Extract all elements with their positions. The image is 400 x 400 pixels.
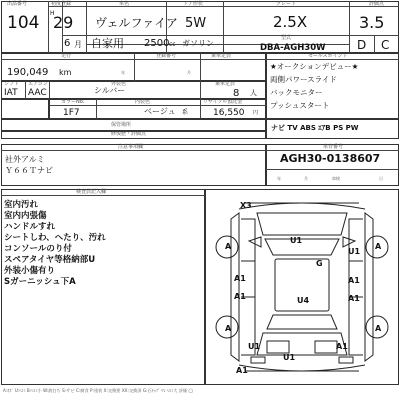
inspector-item: 外装小傷有り xyxy=(4,266,56,276)
damage-mark: A1 xyxy=(234,292,246,301)
history-label: 修復歴・評価点 xyxy=(111,131,147,137)
shift: IAT xyxy=(4,88,18,98)
damage-mark: A1 xyxy=(336,342,348,351)
displacement: 2500 xyxy=(144,38,170,49)
sales-point-item: バックモニター xyxy=(270,88,323,97)
inspector-item: コンソールのり付 xyxy=(4,244,72,254)
note-item: Ｙ６６Ｔナビ xyxy=(5,166,53,175)
interior-unit: 系 xyxy=(182,109,189,116)
cc-unit: cc xyxy=(169,41,176,48)
damage-mark: A1 xyxy=(348,294,360,303)
model-label: 型式 xyxy=(281,35,292,41)
recycle-label: リサイクル預託金 xyxy=(203,99,243,105)
damage-mark: U1 xyxy=(283,353,296,362)
mileage: 190,049 xyxy=(7,67,49,78)
chassis-shaken: 車検 xyxy=(332,176,340,181)
grade-label: グレード xyxy=(276,1,297,7)
title-label: 乗車定員 xyxy=(211,53,232,59)
exterior-score: C xyxy=(381,38,390,52)
damage-mark: U1 xyxy=(248,342,261,351)
year-era: H xyxy=(50,10,55,17)
model-code: DBA-AGH30W xyxy=(260,43,326,53)
month-unit: 月 xyxy=(74,40,82,49)
mileage-unit: km xyxy=(59,68,72,77)
car-name: ヴェルファイア xyxy=(95,16,178,30)
chassis-year: 年 xyxy=(277,176,281,181)
damage-mark: A xyxy=(225,324,232,333)
lot-label: 出品番号 xyxy=(7,1,28,7)
car-diagram xyxy=(205,189,399,385)
inspector-item: 室内汚れ xyxy=(4,200,39,210)
damage-mark: A xyxy=(375,324,382,333)
sales-point-item: 両側パワースライド xyxy=(270,75,337,84)
storage-row xyxy=(1,119,266,131)
shift-label: シフト xyxy=(4,81,20,87)
ac: AAC xyxy=(28,88,47,98)
chassis-day: 日 xyxy=(379,176,383,181)
ac-label: エアコン xyxy=(28,81,48,87)
sales-point-item: ★オークションデビュー★ xyxy=(270,62,359,71)
inspector-item: 室内内張傷 xyxy=(4,211,47,221)
capacity-label: 乗車定員 xyxy=(215,81,236,87)
usage: 自家用 xyxy=(91,37,124,50)
door-type: 5W xyxy=(185,16,207,31)
mileage-label: 走行 xyxy=(61,53,72,59)
inspector-title: 検査員記入欄 xyxy=(76,189,107,195)
damage-mark: U1 xyxy=(290,236,303,245)
damage-legend: A:ｷｽﾞ U:ﾍｺﾐ B:ﾍｺﾐ小 W:波打ち S:サビ C:腐食 P:塗装 X:交換要 XX:交換済 G:石ﾁｯﾌﾟ ﾜﾚ ﾍｺﾐ大 評価 ◯ xyxy=(3,388,194,393)
chassis-label: 車台番号 xyxy=(323,144,344,150)
recycle-unit: 円 xyxy=(253,110,259,116)
inspector-item: シートしわ、へたり、汚れ xyxy=(4,233,106,243)
name-label: 車名 xyxy=(119,1,130,7)
capacity-unit: 人 xyxy=(250,89,257,97)
damage-mark: A1 xyxy=(348,276,360,285)
door-label: ドア形状 xyxy=(183,1,203,7)
damage-mark: A xyxy=(375,242,382,251)
capacity: 8 xyxy=(233,88,240,99)
overall-score: 3.5 xyxy=(359,13,385,32)
damage-mark: X3 xyxy=(240,201,252,210)
lot-number: 104 xyxy=(7,13,40,33)
inspector-item: ハンドルすれ xyxy=(4,222,56,232)
damage-mark: U1 xyxy=(348,247,361,256)
first-reg-label: 初度登録 xyxy=(51,1,72,7)
year: 29 xyxy=(53,13,74,32)
equipment: ナビ TV ABS ｴｱB PS PW xyxy=(271,124,359,132)
notes-title: 注意事項欄 xyxy=(118,144,144,150)
interior-score: D xyxy=(357,38,367,52)
storage-label: 保管場所 xyxy=(111,122,132,128)
type-label: 登録番号 xyxy=(156,53,177,59)
sales-point-title: セールスポイント xyxy=(308,53,348,59)
inspector-item: Sガーニッシュ下A xyxy=(4,277,76,287)
color-no-label: カラーNo. xyxy=(61,99,85,105)
exterior-label: 外装色 xyxy=(111,81,127,87)
recycle-deposit: 16,550 xyxy=(213,108,245,118)
grade: 2.5X xyxy=(273,13,308,31)
sales-point-item: プッシュスタート xyxy=(270,101,330,110)
damage-mark: A xyxy=(225,242,232,251)
auction-sheet: 出品番号 104 初度登録 H 29 6 月 車名 ヴェルファイア 自家用 ドア形状 5W 2500 cc ガソリン グレード 2.5X 型式 DBA-AGH30W 評価点 3.5 D C 走行 登録番号 乗車定員 190,049 km 年 月 シフト エアコン 外装色 乗車定員 IAT AAC シルバー 8 人 カラーNo. 内装色 リサイクル預託金 1F7 ベージュ 系 16,550 円 保管場所 セールスポイント ★オークションデビュー★ 両側パワースライド バックモニター プッシュスタート ナビ TV ABS ｴｱB PS PW 修復歴・評価点 注意事項欄 社外アルミ Ｙ６６Ｔナビ 車台番号 AGH30-0138607 年 月 車検 日 検査員記入欄 室内汚れ 室内内張傷 ハンドルすれ シートしわ、へたり、汚れ コンソールのり付 スペアタイヤ等格納部U 外装小傷有り Sガーニッシュ下A X3 A A U1 U1 G A1 A1 A1 A1 U4 A A U1 A1 U1 A1 A:ｷｽﾞ U:ﾍｺﾐ B:ﾍｺﾐ小 W:波打ち S:サビ C:腐食 P:塗装 X:交換要 XX:交換済 G:石ﾁｯﾌﾟ ﾜﾚ ﾍｺﾐ大 評価 ◯ xyxy=(1,1,399,399)
damage-mark: U4 xyxy=(297,296,310,305)
chassis-month: 月 xyxy=(304,176,308,181)
color-no: 1F7 xyxy=(63,108,80,118)
chassis-number: AGH30-0138607 xyxy=(280,152,381,165)
interior-label: 内装色 xyxy=(135,99,151,105)
inspector-item: スペアタイヤ等格納部U xyxy=(4,255,96,265)
note-item: 社外アルミ xyxy=(5,155,45,164)
fuel: ガソリン xyxy=(182,39,214,48)
interior-color: ベージュ xyxy=(144,107,176,116)
damage-mark: G xyxy=(316,259,323,268)
exterior-color: シルバー xyxy=(94,86,126,95)
damage-mark: A1 xyxy=(234,274,246,283)
score-label: 評価点 xyxy=(369,1,385,7)
month: 6 xyxy=(64,38,71,49)
damage-mark: A1 xyxy=(236,366,248,375)
